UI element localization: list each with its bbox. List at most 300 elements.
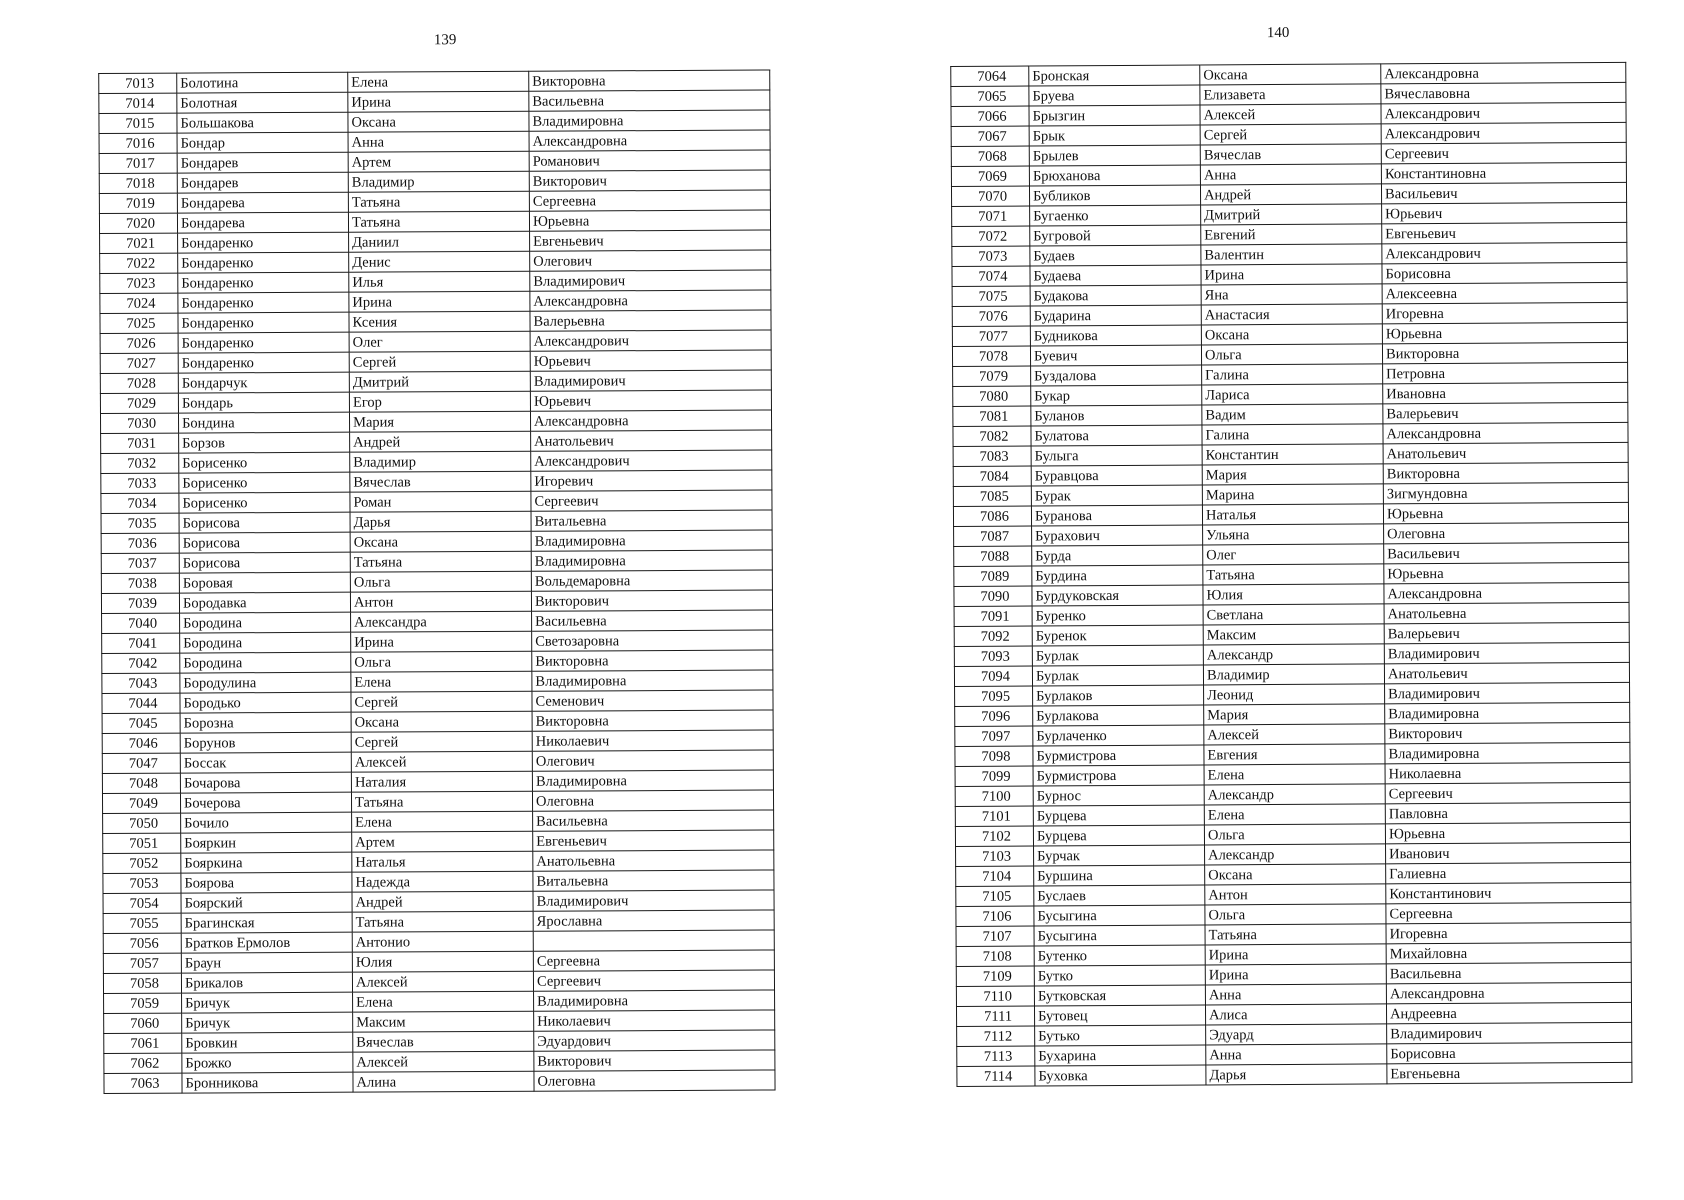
last-name: Бусыгина (1034, 905, 1205, 926)
last-name: Бондарева (177, 212, 348, 233)
first-name: Марина (1202, 484, 1383, 505)
patronymic: Викторовна (532, 710, 773, 731)
last-name: Бруева (1029, 85, 1200, 106)
row-number: 7016 (99, 133, 177, 153)
patronymic: Владимировна (1385, 742, 1630, 763)
row-number: 7089 (954, 566, 1032, 586)
first-name: Вячеслав (350, 471, 531, 492)
page-number: 139 (433, 32, 457, 49)
patronymic: Викторович (529, 170, 770, 191)
first-name: Алексей (352, 971, 533, 992)
row-number: 7071 (952, 206, 1030, 226)
row-number: 7078 (952, 346, 1030, 366)
registry-table (950, 62, 1632, 1087)
first-name: Ирина (1205, 964, 1386, 985)
first-name: Анна (1200, 164, 1381, 185)
patronymic: Романович (529, 150, 770, 171)
last-name: Бондарчук (178, 372, 349, 393)
row-number: 7044 (102, 693, 180, 713)
last-name: Бубликов (1029, 185, 1200, 206)
last-name: Бондарев (177, 152, 348, 173)
row-number: 7101 (955, 806, 1033, 826)
patronymic: Викторовна (532, 650, 773, 671)
first-name: Александр (1203, 644, 1384, 665)
first-name: Сергей (349, 351, 530, 372)
last-name: Буевич (1030, 345, 1201, 366)
row-number: 7106 (956, 906, 1034, 926)
patronymic: Игоревна (1382, 302, 1627, 323)
first-name: Константин (1202, 444, 1383, 465)
patronymic: Викторович (534, 1050, 775, 1071)
last-name: Бурцева (1033, 805, 1204, 826)
patronymic: Александровна (529, 130, 770, 151)
patronymic: Александровна (1381, 62, 1626, 83)
row-number: 7014 (99, 93, 177, 113)
first-name: Галина (1202, 424, 1383, 445)
first-name: Анастасия (1201, 304, 1382, 325)
row-number: 7081 (953, 406, 1031, 426)
last-name: Бурмистрова (1033, 745, 1204, 766)
patronymic (533, 930, 774, 951)
last-name: Бурнос (1033, 785, 1204, 806)
first-name: Ирина (349, 291, 530, 312)
last-name: Бородина (180, 612, 351, 633)
patronymic: Ивановна (1383, 382, 1628, 403)
first-name: Оксана (351, 711, 532, 732)
last-name: Бурмистрова (1033, 765, 1204, 786)
first-name: Ольга (1205, 904, 1386, 925)
patronymic: Константинович (1386, 882, 1631, 903)
row-number: 7066 (951, 106, 1029, 126)
last-name: Бурдуковская (1032, 585, 1203, 606)
patronymic: Владимирович (533, 890, 774, 911)
first-name: Анна (348, 131, 529, 152)
first-name: Алексей (351, 751, 532, 772)
row-number: 7047 (102, 753, 180, 773)
last-name: Буранова (1031, 505, 1202, 526)
last-name: Боярский (181, 892, 352, 913)
patronymic: Андреевна (1386, 1002, 1631, 1023)
first-name: Александр (1205, 844, 1386, 865)
row-number: 7045 (102, 713, 180, 733)
patronymic: Борисовна (1382, 262, 1627, 283)
patronymic: Александрович (1382, 242, 1627, 263)
first-name: Татьяна (352, 911, 533, 932)
first-name: Елена (1204, 804, 1385, 825)
first-name: Сергей (1200, 124, 1381, 145)
patronymic: Анатольевна (533, 850, 774, 871)
first-name: Лариса (1202, 384, 1383, 405)
row-number: 7074 (952, 266, 1030, 286)
patronymic: Борисовна (1387, 1042, 1632, 1063)
patronymic: Валерьевна (530, 310, 771, 331)
first-name: Оксана (1201, 324, 1382, 345)
last-name: Бутковская (1034, 985, 1205, 1006)
first-name: Ирина (1201, 264, 1382, 285)
patronymic: Семенович (532, 690, 773, 711)
patronymic: Васильевна (529, 90, 770, 111)
row-number: 7022 (100, 253, 178, 273)
patronymic: Викторович (1385, 722, 1630, 743)
row-number: 7114 (957, 1066, 1035, 1086)
row-number: 7096 (955, 706, 1033, 726)
row-number: 7093 (954, 646, 1032, 666)
row-number: 7062 (104, 1053, 182, 1073)
last-name: Бондарев (177, 172, 348, 193)
first-name: Елена (353, 991, 534, 1012)
patronymic: Иванович (1386, 842, 1631, 863)
last-name: Борисенко (179, 472, 350, 493)
first-name: Мария (1204, 704, 1385, 725)
row-number: 7091 (954, 606, 1032, 626)
first-name: Вячеслав (353, 1031, 534, 1052)
row-number: 7025 (100, 313, 178, 333)
last-name: Бурда (1032, 545, 1203, 566)
first-name: Оксана (350, 531, 531, 552)
first-name: Алиса (1205, 1004, 1386, 1025)
row-number: 7107 (956, 926, 1034, 946)
row-number: 7085 (953, 486, 1031, 506)
first-name: Даниил (349, 231, 530, 252)
last-name: Бочарова (180, 772, 351, 793)
last-name: Брылев (1029, 145, 1200, 166)
row-number: 7055 (103, 913, 181, 933)
last-name: Будаев (1030, 245, 1201, 266)
row-number: 7060 (104, 1013, 182, 1033)
last-name: Боярова (181, 872, 352, 893)
patronymic: Павловна (1385, 802, 1630, 823)
first-name: Александра (351, 611, 532, 632)
patronymic: Васильевна (1386, 962, 1631, 983)
row-number: 7108 (956, 946, 1034, 966)
patronymic: Сергеевна (533, 950, 774, 971)
last-name: Борунов (180, 732, 351, 753)
first-name: Сергей (351, 691, 532, 712)
row-number: 7029 (100, 393, 178, 413)
patronymic: Владимировна (532, 770, 773, 791)
first-name: Антон (1205, 884, 1386, 905)
row-number: 7024 (100, 293, 178, 313)
last-name: Бондина (178, 412, 349, 433)
row-number: 7088 (954, 546, 1032, 566)
row-number: 7094 (954, 666, 1032, 686)
patronymic: Николаевна (1385, 762, 1630, 783)
last-name: Бричук (182, 1012, 353, 1033)
patronymic: Юрьевна (1383, 502, 1628, 523)
row-number: 7104 (956, 866, 1034, 886)
patronymic: Витальевна (531, 510, 772, 531)
registry-table (98, 69, 775, 1094)
first-name: Оксана (348, 111, 529, 132)
patronymic: Анатольевна (1384, 602, 1629, 623)
row-number: 7098 (955, 746, 1033, 766)
patronymic: Анатольевич (1383, 442, 1628, 463)
first-name: Оксана (1205, 864, 1386, 885)
row-number: 7061 (104, 1033, 182, 1053)
row-number: 7100 (955, 786, 1033, 806)
patronymic: Александрович (530, 330, 771, 351)
last-name: Буздалова (1031, 365, 1202, 386)
last-name: Буренок (1032, 625, 1203, 646)
last-name: Бусыгина (1034, 925, 1205, 946)
first-name: Леонид (1204, 684, 1385, 705)
last-name: Бурдина (1032, 565, 1203, 586)
first-name: Дарья (350, 511, 531, 532)
row-number: 7018 (99, 173, 177, 193)
patronymic: Николаевич (534, 1010, 775, 1031)
first-name: Наталья (352, 851, 533, 872)
patronymic: Вольдемаровна (531, 570, 772, 591)
last-name: Бутенко (1034, 945, 1205, 966)
first-name: Владимир (1203, 664, 1384, 685)
last-name: Браун (181, 952, 352, 973)
row-number: 7031 (101, 433, 179, 453)
last-name: Букар (1031, 385, 1202, 406)
last-name: Бричук (182, 992, 353, 1013)
row-number: 7068 (951, 146, 1029, 166)
patronymic: Сергеевич (1381, 142, 1626, 163)
first-name: Дмитрий (1201, 204, 1382, 225)
last-name: Борисенко (179, 452, 350, 473)
row-number: 7070 (951, 186, 1029, 206)
page-140 (950, 22, 1632, 1087)
row-number: 7069 (951, 166, 1029, 186)
first-name: Яна (1201, 284, 1382, 305)
row-number: 7102 (955, 826, 1033, 846)
last-name: Бурлаков (1033, 685, 1204, 706)
first-name: Татьяна (1205, 924, 1386, 945)
row-number: 7017 (99, 153, 177, 173)
last-name: Бородина (180, 632, 351, 653)
page-number: 140 (1266, 24, 1290, 42)
row-number: 7021 (100, 233, 178, 253)
last-name: Бородавка (179, 592, 350, 613)
row-number: 7095 (955, 686, 1033, 706)
last-name: Бондаренко (178, 312, 349, 333)
page-139 (98, 29, 776, 1094)
first-name: Татьяна (1203, 564, 1384, 585)
first-name: Мария (349, 411, 530, 432)
row-number: 7027 (100, 353, 178, 373)
last-name: Бондар (177, 132, 348, 153)
row-number: 7087 (954, 526, 1032, 546)
last-name: Бондаренко (178, 252, 349, 273)
patronymic: Юрьевна (1384, 562, 1629, 583)
patronymic: Сергеевич (533, 970, 774, 991)
patronymic: Владимировна (531, 530, 772, 551)
last-name: Брикалов (181, 972, 352, 993)
first-name: Татьяна (348, 191, 529, 212)
last-name: Брызгин (1029, 105, 1200, 126)
row-number: 7028 (100, 373, 178, 393)
table-row (104, 1070, 775, 1094)
first-name: Сергей (351, 731, 532, 752)
patronymic: Васильевна (532, 610, 773, 631)
first-name: Татьяна (348, 211, 529, 232)
patronymic: Александровна (530, 410, 771, 431)
last-name: Бурлакова (1033, 705, 1204, 726)
patronymic: Петровна (1383, 362, 1628, 383)
first-name: Андрей (352, 891, 533, 912)
first-name: Ольга (351, 651, 532, 672)
first-name: Елена (348, 71, 529, 92)
patronymic: Юрьевна (1382, 322, 1627, 343)
first-name: Валентин (1201, 244, 1382, 265)
first-name: Наталия (351, 771, 532, 792)
patronymic: Васильевич (1384, 542, 1629, 563)
row-number: 7080 (953, 386, 1031, 406)
row-number: 7076 (952, 306, 1030, 326)
last-name: Бударина (1030, 305, 1201, 326)
first-name: Ирина (348, 91, 529, 112)
last-name: Бронникова (182, 1072, 353, 1093)
row-number: 7103 (956, 846, 1034, 866)
row-number: 7042 (102, 653, 180, 673)
patronymic: Светозаровна (532, 630, 773, 651)
patronymic: Евгеньевич (1382, 222, 1627, 243)
patronymic: Олегович (532, 750, 773, 771)
last-name: Бородько (180, 692, 351, 713)
first-name: Татьяна (350, 551, 531, 572)
patronymic: Владимировна (532, 670, 773, 691)
row-number: 7072 (952, 226, 1030, 246)
last-name: Бурчак (1034, 845, 1205, 866)
last-name: Братков Ермолов (181, 932, 352, 953)
patronymic: Владимирович (530, 270, 771, 291)
last-name: Болотная (177, 92, 348, 113)
last-name: Бурак (1031, 485, 1202, 506)
first-name: Оксана (1200, 64, 1381, 85)
last-name: Булатова (1031, 425, 1202, 446)
row-number: 7064 (951, 66, 1029, 86)
row-number: 7023 (100, 273, 178, 293)
patronymic: Евгеньевич (533, 830, 774, 851)
row-number: 7073 (952, 246, 1030, 266)
last-name: Бородулина (180, 672, 351, 693)
last-name: Бондаренко (178, 332, 349, 353)
patronymic: Алексеевна (1382, 282, 1627, 303)
row-number: 7032 (101, 453, 179, 473)
row-number: 7019 (99, 193, 177, 213)
first-name: Юлия (352, 951, 533, 972)
patronymic: Владимирович (530, 370, 771, 391)
patronymic: Сергеевна (1386, 902, 1631, 923)
first-name: Вадим (1202, 404, 1383, 425)
row-number: 7035 (101, 513, 179, 533)
table-row (957, 1062, 1632, 1086)
first-name: Денис (349, 251, 530, 272)
first-name: Антонио (352, 931, 533, 952)
row-number: 7043 (102, 673, 180, 693)
row-number: 7051 (103, 833, 181, 853)
row-number: 7083 (953, 446, 1031, 466)
row-number: 7105 (956, 886, 1034, 906)
last-name: Борисова (179, 532, 350, 553)
patronymic: Олеговна (532, 790, 773, 811)
patronymic: Васильевич (1381, 182, 1626, 203)
last-name: Бояркина (181, 852, 352, 873)
row-number: 7040 (102, 613, 180, 633)
patronymic: Олеговна (534, 1070, 775, 1091)
first-name: Олег (1203, 544, 1384, 565)
last-name: Буслаев (1034, 885, 1205, 906)
first-name: Надежда (352, 871, 533, 892)
row-number: 7113 (957, 1046, 1035, 1066)
patronymic: Сергеевич (531, 490, 772, 511)
patronymic: Витальевна (533, 870, 774, 891)
patronymic: Игоревна (1386, 922, 1631, 943)
patronymic: Владимировна (531, 550, 772, 571)
row-number: 7037 (101, 553, 179, 573)
first-name: Артем (348, 151, 529, 172)
first-name: Ксения (349, 311, 530, 332)
row-number: 7041 (102, 633, 180, 653)
last-name: Бутько (1035, 1025, 1206, 1046)
first-name: Евгения (1204, 744, 1385, 765)
last-name: Бронская (1029, 65, 1200, 86)
first-name: Евгений (1201, 224, 1382, 245)
last-name: Бондаренко (178, 352, 349, 373)
last-name: Буренко (1032, 605, 1203, 626)
row-number: 7059 (104, 993, 182, 1013)
last-name: Бурцева (1033, 825, 1204, 846)
first-name: Андрей (350, 431, 531, 452)
first-name: Мария (1202, 464, 1383, 485)
last-name: Брожко (182, 1052, 353, 1073)
patronymic: Анатольевич (1384, 662, 1629, 683)
first-name: Дмитрий (349, 371, 530, 392)
first-name: Анна (1206, 1044, 1387, 1065)
row-number: 7110 (956, 986, 1034, 1006)
last-name: Будакова (1030, 285, 1201, 306)
last-name: Буланов (1031, 405, 1202, 426)
first-name: Максим (1203, 624, 1384, 645)
row-number: 7038 (101, 573, 179, 593)
first-name: Алина (353, 1071, 534, 1092)
row-number: 7034 (101, 493, 179, 513)
first-name: Ирина (1205, 944, 1386, 965)
first-name: Анна (1205, 984, 1386, 1005)
first-name: Юлия (1203, 584, 1384, 605)
row-number: 7056 (103, 933, 181, 953)
last-name: Булыга (1031, 445, 1202, 466)
patronymic: Михайловна (1386, 942, 1631, 963)
patronymic: Галиевна (1386, 862, 1631, 883)
row-number: 7079 (953, 366, 1031, 386)
row-number: 7013 (99, 73, 177, 93)
last-name: Бухарина (1035, 1045, 1206, 1066)
patronymic: Валерьевич (1383, 402, 1628, 423)
last-name: Брагинская (181, 912, 352, 933)
patronymic: Вячеславовна (1381, 82, 1626, 103)
last-name: Бородина (180, 652, 351, 673)
patronymic: Евгеньевна (1387, 1062, 1632, 1083)
patronymic: Александровна (530, 290, 771, 311)
last-name: Бондаренко (178, 272, 349, 293)
last-name: Бондаренко (178, 232, 349, 253)
row-number: 7063 (104, 1073, 182, 1093)
first-name: Максим (353, 1011, 534, 1032)
patronymic: Олегович (530, 250, 771, 271)
patronymic: Николаевич (532, 730, 773, 751)
patronymic: Юрьевна (529, 210, 770, 231)
first-name: Роман (350, 491, 531, 512)
row-number: 7015 (99, 113, 177, 133)
patronymic: Васильевна (533, 810, 774, 831)
row-number: 7036 (101, 533, 179, 553)
last-name: Будаева (1030, 265, 1201, 286)
first-name: Владимир (348, 171, 529, 192)
